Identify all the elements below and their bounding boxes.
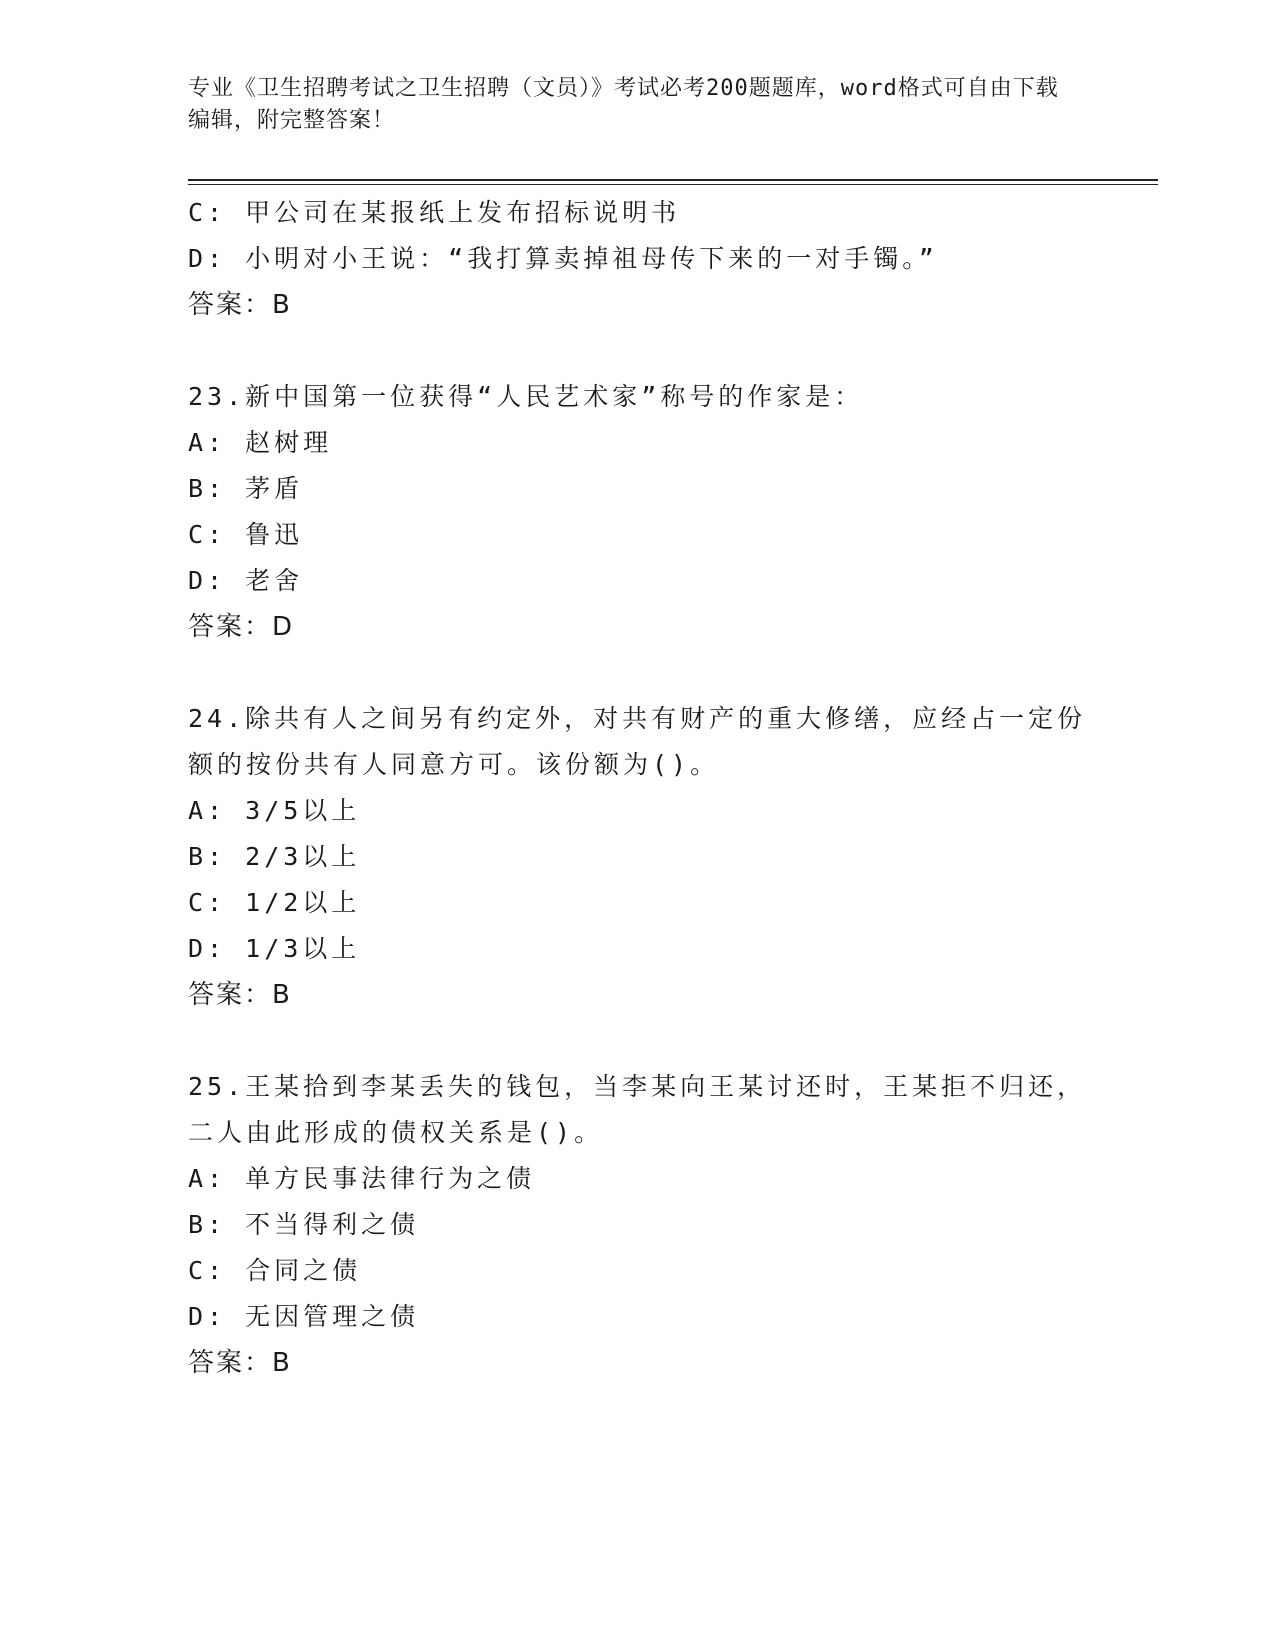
question-stem: 24.除共有人之间另有约定外，对共有财产的重大修缮，应经占一定份额的按份共有人同意方可。该份额为()。 bbox=[188, 704, 1087, 779]
question-23 bbox=[188, 374, 1158, 650]
option-d: D: 小明对小王说：“我打算卖掉祖母传下来的一对手镯。” bbox=[188, 244, 938, 273]
question-24 bbox=[188, 696, 1158, 1018]
option-a: A: 赵树理 bbox=[188, 428, 333, 457]
header-divider-thin bbox=[188, 184, 1158, 185]
previous-question-tail bbox=[188, 190, 1158, 328]
option-c: C: 合同之债 bbox=[188, 1256, 362, 1285]
option-a: A: 单方民事法律行为之债 bbox=[188, 1164, 536, 1193]
spacer bbox=[188, 650, 1158, 696]
question-stem: 23.新中国第一位获得“人民艺术家”称号的作家是： bbox=[188, 382, 864, 411]
option-b: B: 2/3以上 bbox=[188, 842, 361, 871]
question-stem: 25.王某拾到李某丢失的钱包，当李某向王某讨还时，王某拒不归还，二人由此形成的债权关系是()。 bbox=[188, 1072, 1087, 1147]
answer-line: 答案：B bbox=[188, 290, 292, 320]
option-a: A: 3/5以上 bbox=[188, 796, 361, 825]
option-b: B: 不当得利之债 bbox=[188, 1210, 420, 1239]
document-header: 专业《卫生招聘考试之卫生招聘（文员）》考试必考200题题库，word格式可自由下载编辑，附完整答案！ bbox=[188, 76, 1059, 133]
option-c: C: 1/2以上 bbox=[188, 888, 361, 917]
option-d: D: 无因管理之债 bbox=[188, 1302, 420, 1331]
question-25 bbox=[188, 1064, 1158, 1386]
option-d: D: 1/3以上 bbox=[188, 934, 361, 963]
option-c: C: 鲁迅 bbox=[188, 520, 304, 549]
question-list bbox=[188, 190, 1158, 1386]
spacer bbox=[188, 1018, 1158, 1064]
answer-line: 答案：B bbox=[188, 1348, 292, 1378]
option-c: C: 甲公司在某报纸上发布招标说明书 bbox=[188, 198, 681, 227]
header-divider-thick bbox=[188, 179, 1158, 181]
option-b: B: 茅盾 bbox=[188, 474, 304, 503]
answer-line: 答案：D bbox=[188, 612, 295, 642]
answer-line: 答案：B bbox=[188, 980, 292, 1010]
option-d: D: 老舍 bbox=[188, 566, 304, 595]
spacer bbox=[188, 328, 1158, 374]
